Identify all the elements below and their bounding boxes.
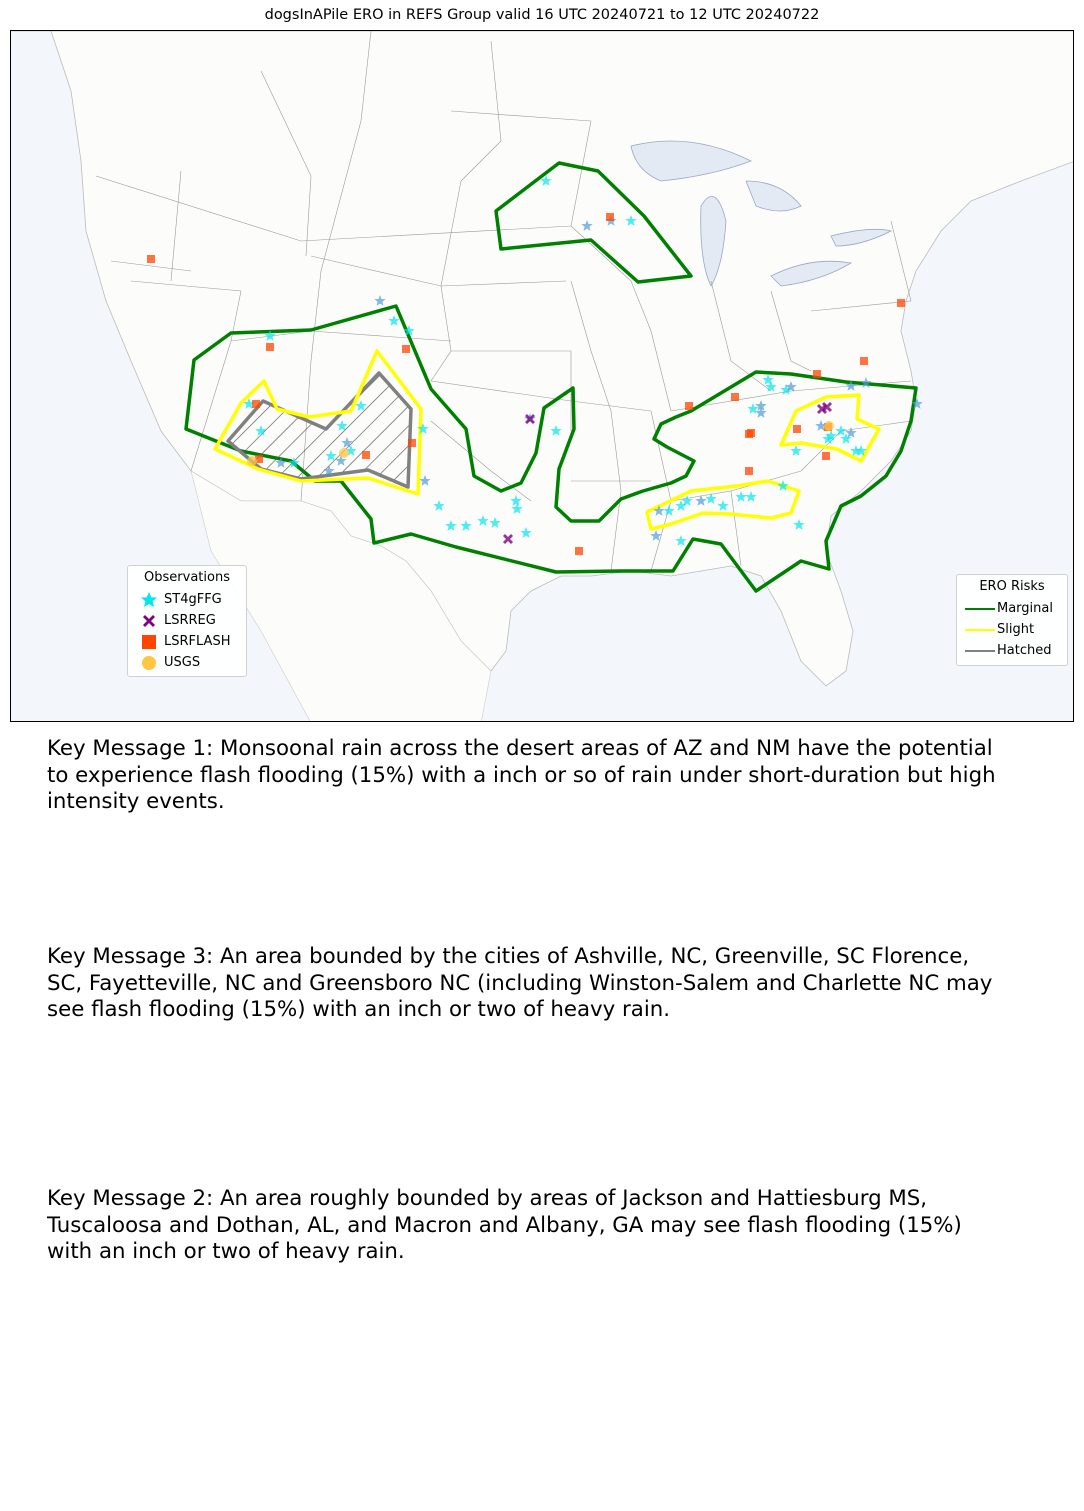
legend-label: LSRFLASH [164,634,231,649]
map-title: dogsInAPile ERO in REFS Group valid 16 UTC 20240721 to 12 UTC 20240722 [264,7,820,23]
x-icon [134,611,164,631]
lsrflash-marker [402,345,410,353]
ero-legend-title: ERO Risks [979,579,1045,594]
legend-item-st4gffg [134,589,240,610]
lsrflash-marker [606,213,614,221]
lsrflash-marker [575,547,583,555]
key-message-2: Key Message 2: An area roughly bounded by areas of Jackson and Hattiesburg MS, Tuscaloosa and Dothan, AL, and Macron and Albany, GA may see flash flooding (15%) with an inch or two of heavy rain. [47,1186,962,1264]
legend-label: USGS [164,655,201,670]
circle-icon [134,653,164,673]
lsrflash-marker [731,393,739,401]
legend-label: Slight [997,622,1035,637]
observations-legend [127,565,247,677]
legend-item-lsrflash [134,631,240,652]
green-line-icon [963,599,997,619]
legend-item-lsrreg [134,610,240,631]
lsrflash-marker [147,255,155,263]
legend-item-usgs [134,652,240,673]
legend-label: Marginal [997,601,1053,616]
square-icon [134,632,164,652]
key-message-3: Key Message 3: An area bounded by the cities of Ashville, NC, Greenville, SC Florence, SC, Fayetteville, NC and Greensboro NC (including Winston-Salem and Charlette NC may see flash flooding (15%) with an inch or two of heavy rain. [47,944,993,1022]
lsrflash-marker [745,430,753,438]
legend-label: Hatched [997,643,1052,658]
lsrflash-marker [266,343,274,351]
gray-line-icon [963,641,997,661]
yellow-line-icon [963,620,997,640]
lsrflash-marker [897,299,905,307]
observations-legend-title: Observations [144,570,230,585]
lsrflash-marker [362,451,370,459]
lsrflash-marker [745,467,753,475]
legend-item-slight [963,619,1061,640]
usgs-marker [339,448,349,458]
legend-label: ST4gFFG [164,592,222,607]
usgs-marker [824,421,834,431]
key-message-1: Key Message 1: Monsoonal rain across the desert areas of AZ and NM have the potential to experience flash flooding (15%) with a inch or so of rain under short-duration but high intensity events. [47,736,996,814]
lsrflash-marker [408,439,416,447]
lsrflash-marker [685,402,693,410]
lsrflash-marker [813,370,821,378]
legend-item-hatched [963,640,1061,661]
legend-label: LSRREG [164,613,216,628]
lsrflash-marker [793,425,801,433]
lsrflash-marker [860,357,868,365]
legend-item-marginal [963,598,1061,619]
star-icon [134,590,164,610]
lsrflash-marker [252,400,260,408]
usgs-marker [247,456,257,466]
lsrflash-marker [822,452,830,460]
ero-risks-legend [956,574,1068,666]
